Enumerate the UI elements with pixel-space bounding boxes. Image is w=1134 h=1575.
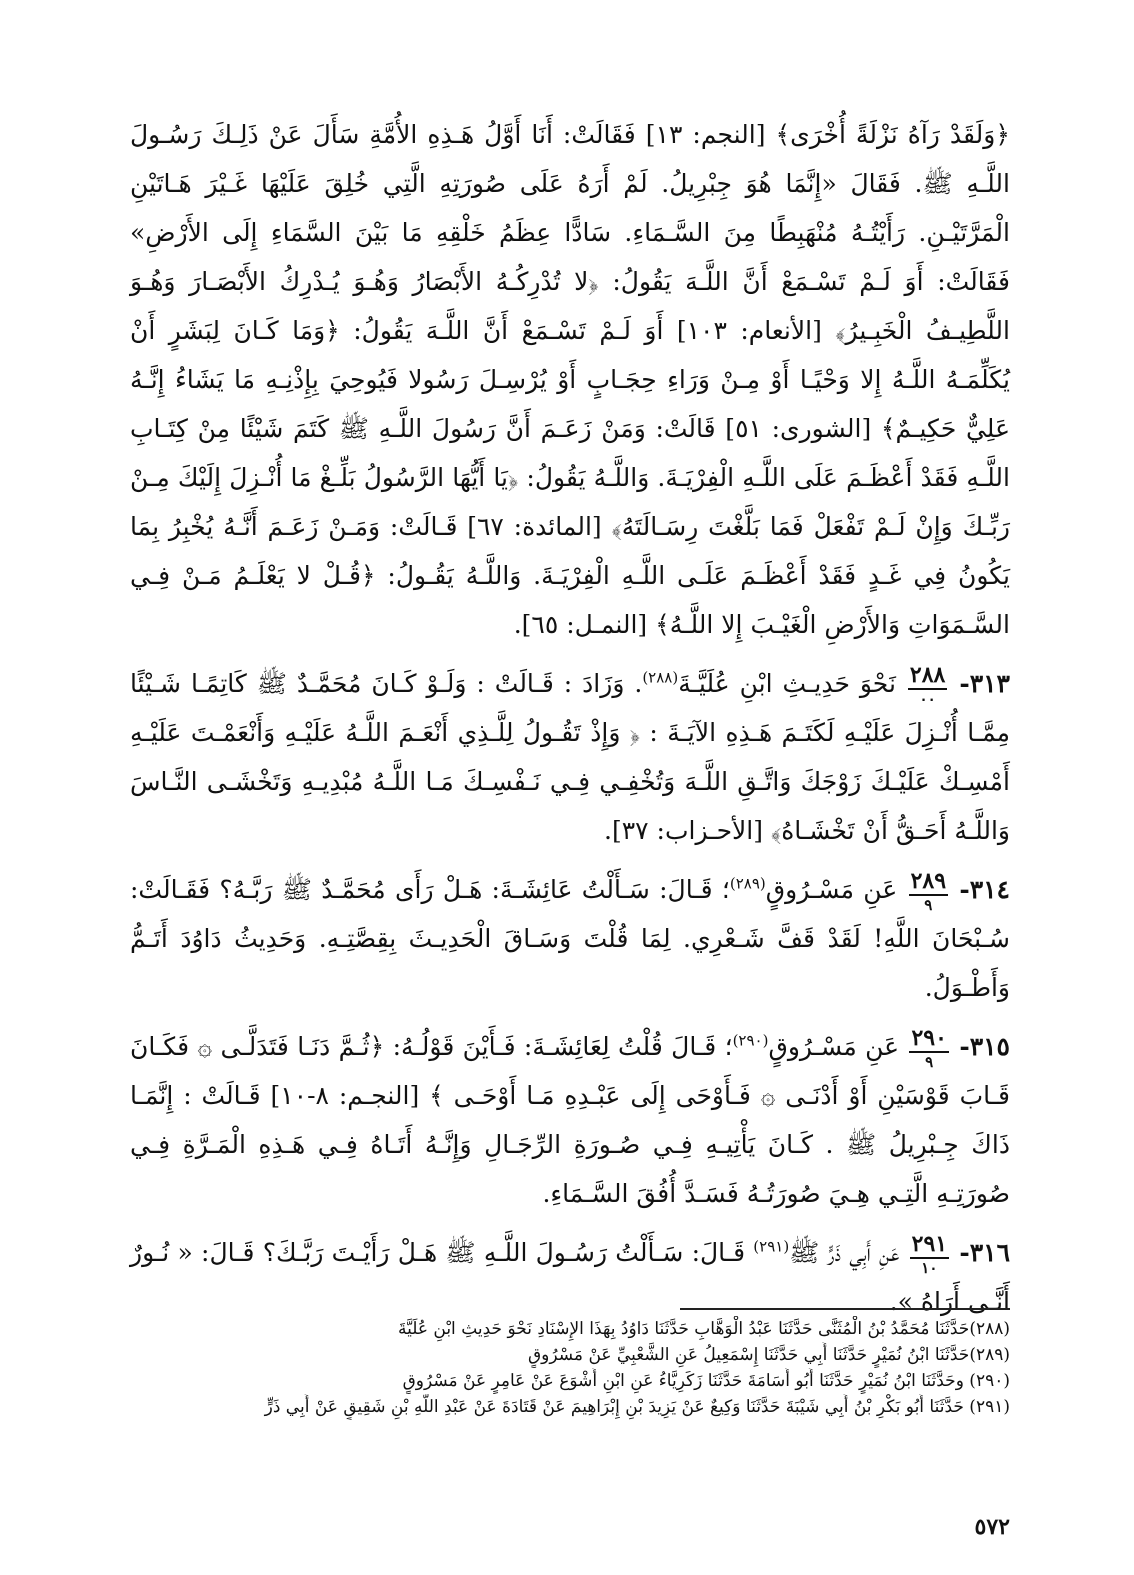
- hadith-315: [130, 1022, 1010, 1218]
- footnote-290: (٢٩٠) وحَدَّثَنَا ابْنُ نُمَيْرٍ حَدَّثَنَا أَبُو أُسَامَةَ حَدَّثَنَا زَكَرِيَّاءُ عَنِ ابْنِ أَشْوَعَ عَنْ عَامِرٍ عَنْ مَسْرُوقٍ: [402, 1371, 1010, 1391]
- hadith-313: [130, 659, 1010, 855]
- hadith-text: ؛ قَـالَ: سَـأَلْتُ عَائِشَـةَ: هَـلْ رَأَى مُحَمَّـدٌ ﷺ رَبَّـهُ؟ فَقَـالَتْ: سُـبْحَانَ اللَّهِ! لَقَدْ قَفَّ شَـعْرِي. لِمَا قُلْتَ وَسَـاقَ الْحَدِيـثَ بِقِصَّتِـهِ. وَحَدِيثُ دَاوُدَ أَتَـمُّ وَأَطْـوَلُ.: [130, 875, 1010, 1002]
- footnote-mark: (٢٩٠): [732, 1031, 769, 1050]
- hadith-text-lead: نَحْوَ حَدِيـثِ ابْنِ عُلَيَّـةَ: [678, 669, 896, 698]
- hadith-text-lead: عَنِ مَسْـرُوقٍ: [768, 1032, 900, 1061]
- reference-bottom: ١٠: [921, 1259, 938, 1277]
- hadith-314: [130, 865, 1010, 1012]
- reference-bottom: ٩: [924, 896, 933, 914]
- hadith-number: ٣١٥-: [959, 1032, 1010, 1061]
- footnote-divider: [680, 1308, 1010, 1310]
- hadith-reference: [909, 1027, 948, 1070]
- reference-top: ٢٩١: [911, 1231, 948, 1257]
- hadith-number: ٣١٣-: [959, 669, 1010, 698]
- footnote-mark: (٢٩١): [753, 1237, 790, 1256]
- footnote-289: (٢٨٩)حَدَّثَنَا ابْنُ نُمَيْرٍ حَدَّثَنَا أَبِي حَدَّثَنَا إِسْمَعِيلُ عَنِ الشَّعْبِيِّ عَنْ مَسْرُوقٍ: [527, 1345, 1010, 1365]
- footnote-mark: (٢٨٩): [729, 874, 766, 893]
- hadith-text-lead: عَنِ مَسْـرُوقٍ: [765, 875, 898, 904]
- footnote-291: (٢٩١) حَدَّثَنَا أَبُو بَكْرِ بْنُ أَبِي شَيْبَةَ حَدَّثَنَا وَكِيعٌ عَنْ يَزِيدَ بْنِ إِبْرَاهِيمَ عَنْ قَتَادَةَ عَنْ عَبْدِ اللَّهِ بْنِ شَقِيقٍ عَنْ أَبِي ذَرٍّ: [264, 1397, 1010, 1417]
- hadith-text-lead: عَنِ أَبِي ذَرٍّ ﷺ: [789, 1238, 900, 1267]
- reference-top: ٢٨٨: [909, 662, 946, 688]
- hadith-text: . وَزَادَ : قَـالَتْ : وَلَـوْ كَـانَ مُحَمَّـدٌ ﷺ كَاتِمًـا شَـيْئًا مِمَّـا أُنْـزِلَ عَلَيْـهِ لَكَتَـمَ هَـذِهِ الآيَـةَ : ﴿ وَإِذْ تَقُـولُ لِلَّـذِي أَنْعَـمَ اللَّـهُ عَلَيْـهِ وَأَنْعَمْـتَ عَلَيْـهِ أَمْسِـكْ عَلَيْـكَ زَوْجَكَ وَاتَّـقِ اللَّـهَ وَتُخْفِـي فِـي نَـفْسِـكَ مَـا اللَّـهُ مُبْدِيـهِ وَتَخْشَـى النَّـاسَ وَاللَّـهُ أَحَـقُّ أَنْ تَخْشَـاهُ﴾ [الأحـزاب: ٣٧].: [130, 669, 1010, 845]
- reference-bottom: ٩: [925, 1053, 934, 1071]
- hadith-text: قَـالَ: سَـأَلْتُ رَسُـولَ اللَّـهِ ﷺ هَـلْ رَأَيْـتَ رَبَّـكَ؟ قَـالَ: « نُـورٌ أَنَّـى أَرَاهُ ».: [130, 1238, 1010, 1316]
- page-number: ٥٧٢: [974, 1514, 1010, 1540]
- hadith-number: ٣١٦-: [959, 1238, 1011, 1267]
- hadith-reference: [909, 870, 948, 913]
- footnotes: [130, 1308, 1010, 1420]
- hadith-text: ؛ قَـالَ قُلْتُ لِعَائِشَـةَ: فَـأَيْنَ قَوْلُـهُ: ﴿ثُـمَّ دَنَـا فَتَدَلَّـى ۞ فَكَـانَ قَـابَ قَوْسَيْنِ أَوْ أَدْنَـى ۞ فَـأَوْحَى إِلَى عَبْـدِهِ مَـا أَوْحَـى ﴾ [النجـم: ٨-١٠] قَـالَتْ : إِنَّمَـا ذَاكَ جِـبْرِيلُ ﷺ . كَـانَ يَأْتِيـهِ فِـي صُـورَةِ الرِّجَـالِ وَإِنَّـهُ أَتَـاهُ فِـي هَـذِهِ الْمَـرَّةِ فِـي صُورَتِـهِ الَّتِـي هِـيَ صُورَتُـهُ فَسَـدَّ أُفُقَ السَّـمَاءِ.: [130, 1032, 1011, 1208]
- intro-paragraph: ﴿وَلَقَدْ رَآهُ نَزْلَةً أُخْرَى﴾ [النجم: ١٣] فَقَالَتْ: أَنَا أَوَّلُ هَـذِهِ الأُمَّةِ سَأَلَ عَنْ ذَلِـكَ رَسُـولَ اللَّـهِ ﷺ. فَقَالَ «إِنَّمَا هُوَ جِبْرِيلُ. لَمْ أَرَهُ عَلَى صُورَتِهِ الَّتِي خُلِقَ عَلَيْهَا غَـيْرَ هَـاتَيْنِ الْمَرَّتَيْـنِ. رَأَيْتُـهُ مُنْهَبِطًا مِنَ السَّـمَاءِ. سَادًّا عِظَمُ خَلْقِهِ مَا بَيْنَ السَّمَاءِ إِلَى الأَرْضِ» فَقَالَتْ: أَوَ لَـمْ تَسْـمَعْ أَنَّ اللَّـهَ يَقُولُ: ﴿لا تُدْرِكُـهُ الأَبْصَارُ وَهُـوَ يُـدْرِكُ الأَبْصَـارَ وَهُـوَ اللَّطِيـفُ الْخَبِـيرُ﴾ [الأنعام: ١٠٣] أَوَ لَـمْ تَسْـمَعْ أَنَّ اللَّـهَ يَقُولُ: ﴿وَمَا كَـانَ لِبَشَرٍ أَنْ يُكَلِّمَـهُ اللَّـهُ إِلا وَحْيًـا أَوْ مِـنْ وَرَاءِ حِجَـابٍ أَوْ يُرْسِـلَ رَسُولا فَيُوحِيَ بِإِذْنِـهِ مَا يَشَاءُ إِنَّـهُ عَلِيٌّ حَكِيـمٌ﴾ [الشورى: ٥١] قَالَتْ: وَمَنْ زَعَـمَ أَنَّ رَسُولَ اللَّـهِ ﷺ كَتَمَ شَيْئًا مِنْ كِتَـابِ اللَّـهِ فَقَدْ أَعْظَـمَ عَلَى اللَّـهِ الْفِرْيَـةَ. وَاللَّـهُ يَقُولُ: ﴿يَا أَيُّهَا الرَّسُولُ بَلِّـغْ مَا أُنْـزِلَ إِلَيْكَ مِـنْ رَبِّـكَ وَإِنْ لَـمْ تَفْعَلْ فَمَا بَلَّغْتَ رِسَـالَتَهُ﴾ [المائدة: ٦٧] قَـالَتْ: وَمَـنْ زَعَـمَ أَنَّـهُ يُخْبِرُ بِمَا يَكُونُ فِي غَـدٍ فَقَدْ أَعْظَـمَ عَلَـى اللَّـهِ الْفِرْيَـةَ. وَاللَّـهُ يَقُـولُ: ﴿قُـلْ لا يَعْلَـمُ مَـنْ فِـي السَّـمَوَاتِ وَالأَرْضِ الْغَيْـبَ إِلا اللَّـهُ﴾ [النمـل: ٦٥].: [130, 120, 1010, 639]
- reference-top: ٢٩٠: [911, 1025, 947, 1051]
- footnote-mark: (٢٨٨): [642, 668, 679, 687]
- reference-top: ٢٨٩: [910, 868, 947, 894]
- page-body: [130, 110, 1010, 1326]
- hadith-reference: [908, 664, 947, 707]
- footnote-288: (٢٨٨)حَدَّثَنَا مُحَمَّدُ بْنُ الْمُثَنَّى حَدَّثَنَا عَبْدُ الْوَهَّابِ حَدَّثَنَا دَاوُدُ بِهَذَا الإِسْنَادِ نَحْوَ حَدِيثِ ابْنِ عُلَيَّةَ: [397, 1319, 1010, 1339]
- hadith-reference: [910, 1233, 949, 1276]
- reference-bottom: ٠٠: [919, 690, 936, 708]
- hadith-number: ٣١٤-: [959, 875, 1010, 904]
